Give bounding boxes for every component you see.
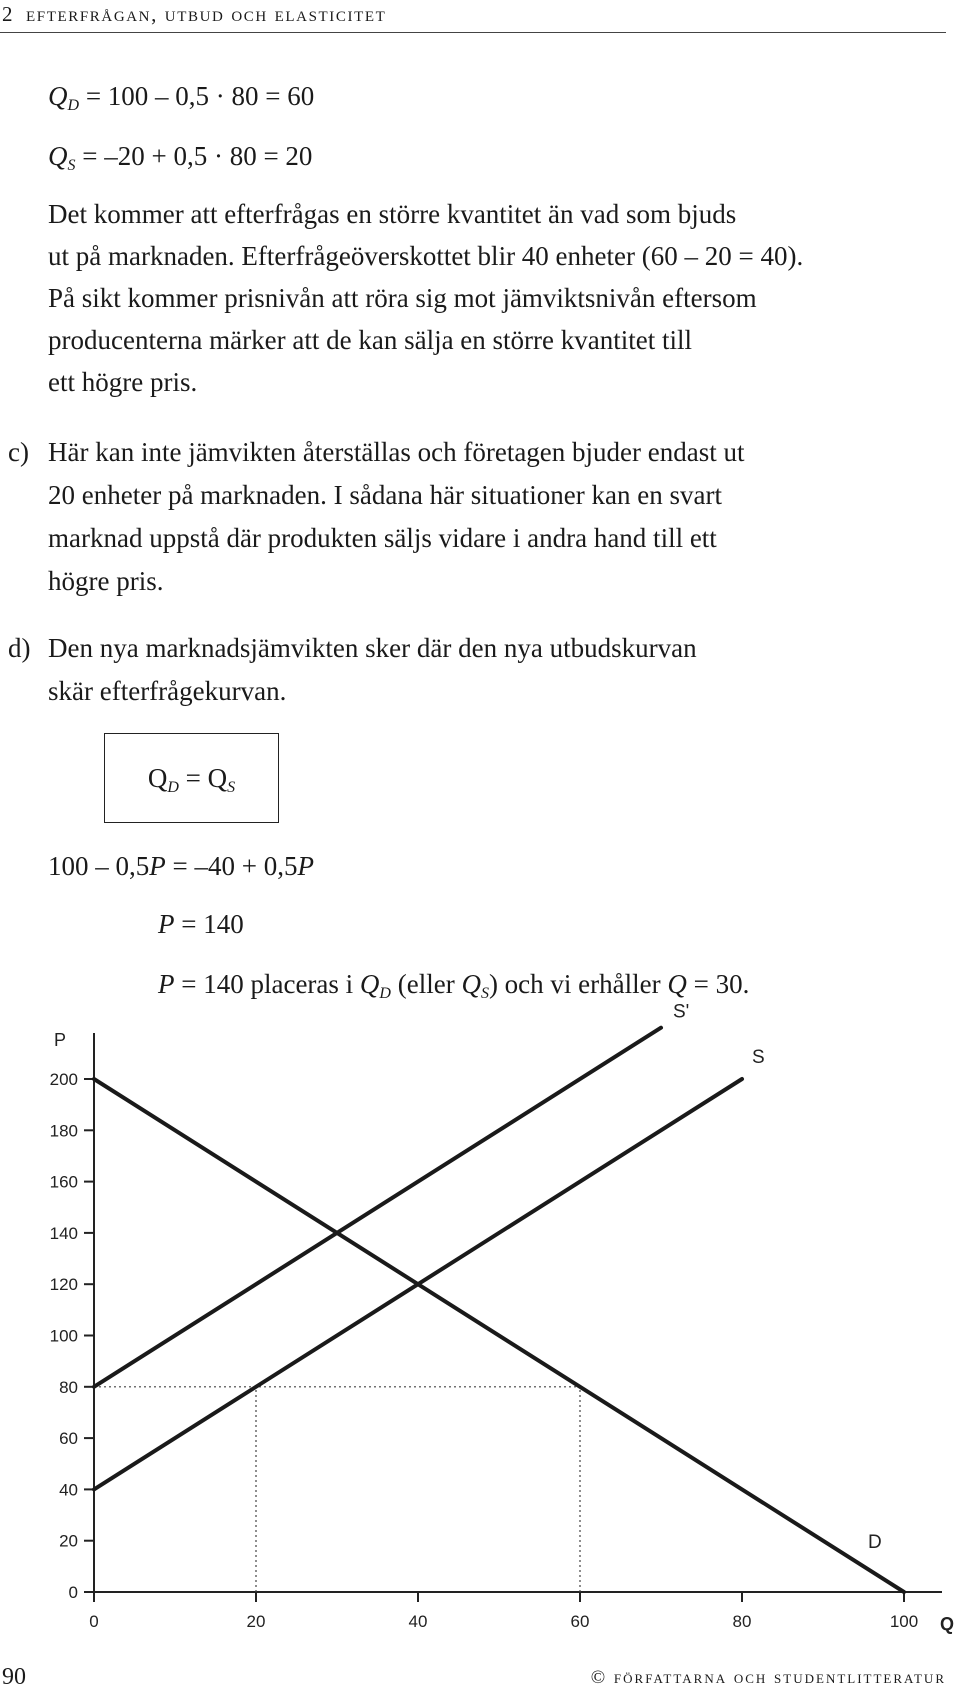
x-tick-label: 100 xyxy=(889,1612,919,1631)
y-tick-label: 120 xyxy=(49,1275,78,1295)
solution-line-1: 100 – 0,5P = –40 + 0,5P xyxy=(48,851,314,881)
y-tick-label: 40 xyxy=(59,1480,78,1500)
y-tick-label: 80 xyxy=(59,1377,78,1397)
x-tick-label: 60 xyxy=(570,1612,590,1631)
paragraph-b-line: ut på marknaden. Efterfrågeöverskottet blir 40 enheter (60 – 20 = 40). xyxy=(48,241,804,271)
item-c-line: 20 enheter på marknaden. I sådana här situationer kan en svart xyxy=(48,480,722,510)
item-d-line: skär efterfrågekurvan. xyxy=(48,676,287,706)
chapter-title: efterfrågan, utbud och elasticitet xyxy=(26,2,387,26)
chapter-number: 2 xyxy=(2,2,14,26)
y-tick-label: 100 xyxy=(49,1326,78,1346)
y-tick-label: 140 xyxy=(49,1223,78,1243)
supply-demand-chart xyxy=(0,1000,960,1660)
paragraph-b-line: ett högre pris. xyxy=(48,367,198,397)
item-c-line: högre pris. xyxy=(48,566,164,596)
item-d-label: d) xyxy=(8,633,31,663)
paragraph-b-line: producenterna märker att de kan sälja en större kvantitet till xyxy=(48,325,692,355)
y-tick-label: 20 xyxy=(59,1531,78,1551)
x-tick-label: 40 xyxy=(408,1612,428,1631)
series-line-d xyxy=(94,1079,904,1592)
series-label-d: D xyxy=(868,1532,882,1553)
copyright-notice: © författarna och studentlitteratur xyxy=(590,1667,946,1688)
x-axis-label: Q xyxy=(940,1614,955,1634)
qs-equation: $Q_S = -20 + 0,5 \cdot 80 = 20$ xyxy=(48,141,313,174)
y-tick-label: 200 xyxy=(49,1070,78,1089)
solution-line-3: P = 140 placeras i $Q_D$ (eller $Q_S$) och vi erhåller Q = 30. xyxy=(158,969,750,1002)
paragraph-b-line: På sikt kommer prisnivån att röra sig mot jämviktsnivån eftersom xyxy=(48,283,757,313)
equilibrium-condition-box xyxy=(104,733,279,823)
series-line-sprime xyxy=(94,1028,661,1387)
y-tick-label: 60 xyxy=(59,1429,78,1449)
y-axis-label: P xyxy=(54,1030,67,1050)
x-tick-label: 20 xyxy=(246,1612,266,1631)
item-c-line: marknad uppstå där produkten säljs vidare i andra hand till ett xyxy=(48,523,717,553)
y-tick-label: 180 xyxy=(49,1121,78,1141)
x-tick-label: 80 xyxy=(732,1612,752,1631)
y-tick-label: 160 xyxy=(49,1172,78,1192)
series-label-sprime: S' xyxy=(673,1001,690,1023)
item-d-line: Den nya marknadsjämvikten sker där den nya utbudskurvan xyxy=(48,633,697,663)
running-header xyxy=(0,0,946,33)
page-number: 90 xyxy=(2,1664,26,1690)
item-c-label: c) xyxy=(8,437,29,467)
paragraph-b-line: Det kommer att efterfrågas en större kvantitet än vad som bjuds xyxy=(48,199,737,229)
y-tick-label: 0 xyxy=(68,1583,78,1602)
qd-equation: $Q_D = 100 - 0,5 \cdot 80 = 60$ xyxy=(48,81,315,114)
item-c-line: Här kan inte jämvikten återställas och företagen bjuder endast ut xyxy=(48,437,745,467)
solution-line-2: P = 140 xyxy=(158,909,244,939)
equilibrium-condition: $Q_D = Q_S$ xyxy=(147,763,236,796)
series-label-s: S xyxy=(752,1047,765,1068)
x-tick-label: 0 xyxy=(89,1612,99,1631)
